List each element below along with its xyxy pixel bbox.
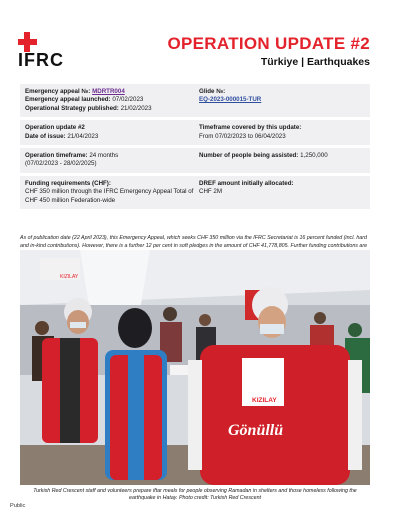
info-cell bbox=[195, 180, 365, 205]
info-row-funding bbox=[20, 176, 370, 209]
funding-label: Funding requirements (CHF): bbox=[25, 179, 111, 187]
info-row-update bbox=[20, 120, 370, 145]
info-cell bbox=[195, 152, 365, 169]
timeframe-covered-label: Timeframe covered by this update: bbox=[199, 124, 302, 132]
update-label: Operation update #2 bbox=[25, 124, 85, 132]
strategy-value: 21/02/2023 bbox=[120, 104, 152, 112]
key-info-table bbox=[20, 84, 370, 212]
op-timeframe-dates: (07/02/2023 - 28/02/2025) bbox=[25, 160, 97, 168]
op-timeframe-value: 24 months bbox=[89, 152, 119, 160]
info-cell bbox=[25, 88, 195, 113]
launched-label: Emergency appeal launched: bbox=[25, 96, 111, 104]
people-value: 1,250,000 bbox=[300, 152, 328, 160]
issue-value: 21/04/2023 bbox=[67, 132, 99, 140]
classification-label: Public bbox=[10, 503, 26, 509]
page-header bbox=[0, 0, 400, 80]
op-timeframe-label: Operation timeframe: bbox=[25, 152, 88, 160]
dref-label: DREF amount initially allocated: bbox=[199, 179, 294, 187]
funding-note: As of publication date (22 April 2023), this Emergency Appeal, which seeks CHF 350 million via the IFRC Secretariat is 16 percent funded (incl. hard and in-kind contributions). However, there is a further 12 per cent in soft pledges in the amount of CHF 41,778,805. Further funding contributions are bbox=[20, 235, 368, 249]
info-cell bbox=[195, 88, 365, 113]
info-cell bbox=[25, 152, 195, 169]
timeframe-covered-value: From 07/02/2023 to 06/04/2023 bbox=[199, 132, 286, 140]
glide-label: Glide №: bbox=[199, 88, 226, 95]
org-name: IFRC bbox=[18, 50, 64, 70]
svg-text:KIZILAY: KIZILAY bbox=[60, 274, 79, 280]
info-cell bbox=[195, 124, 365, 141]
svg-text:Gönüllü: Gönüllü bbox=[228, 422, 284, 439]
people-label: Number of people being assisted: bbox=[199, 152, 299, 160]
page-subtitle: Türkiye | Earthquakes bbox=[260, 56, 370, 68]
glide-link[interactable]: EQ-2023-000015-TUR bbox=[199, 96, 262, 104]
svg-text:KIZILAY: KIZILAY bbox=[252, 397, 277, 404]
info-row-appeal bbox=[20, 84, 370, 117]
volunteers-photo bbox=[20, 250, 370, 485]
page-title: OPERATION UPDATE #2 bbox=[167, 34, 370, 53]
appeal-label: Emergency appeal №: bbox=[25, 88, 91, 95]
appeal-number-link[interactable]: MDRTR004 bbox=[92, 88, 125, 95]
info-row-timeframe bbox=[20, 148, 370, 173]
funding-value: CHF 350 million through the IFRC Emergency Appeal Total of CHF 450 million Federation-wide bbox=[25, 188, 194, 204]
dref-value: CHF 2M bbox=[199, 188, 223, 196]
strategy-label: Operational Strategy published: bbox=[25, 104, 119, 112]
photo-caption: Turkish Red Crescent staff and volunteers prepare iftar meals for people observing Ramadan in shelters and those homeless following the earthquake in Hatay. Photo credit: Turkish Red Crescent bbox=[33, 488, 357, 502]
launched-value: 07/02/2023 bbox=[112, 96, 144, 104]
issue-label: Date of issue: bbox=[25, 132, 66, 140]
info-cell bbox=[25, 180, 195, 205]
info-cell bbox=[25, 124, 195, 141]
